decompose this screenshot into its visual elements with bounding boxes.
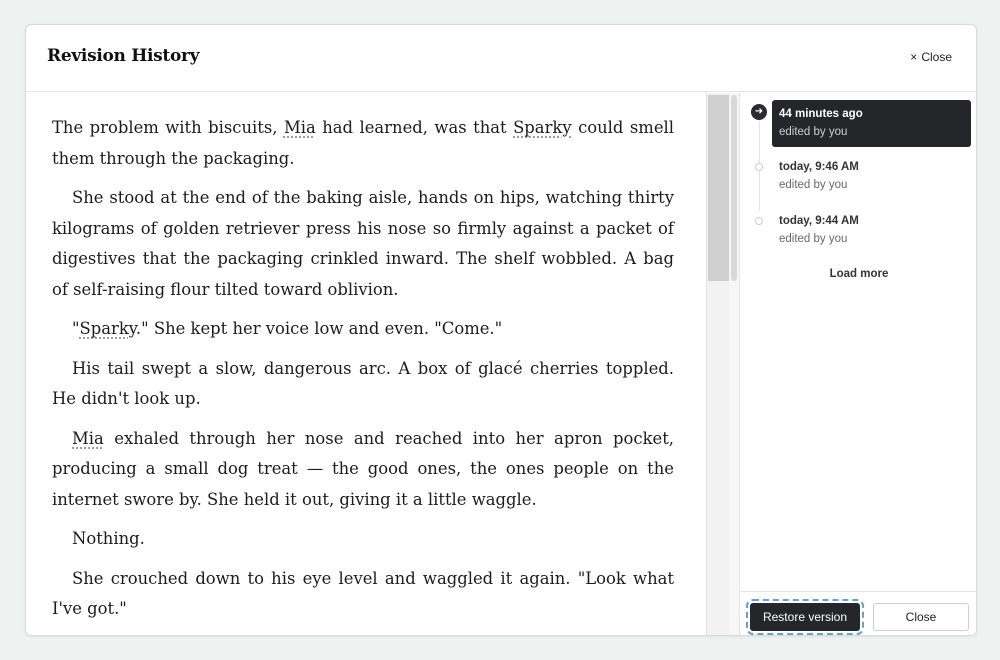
revision-item[interactable] bbox=[772, 100, 971, 147]
load-more-button[interactable]: Load more bbox=[829, 268, 889, 280]
pane-scrollbar[interactable] bbox=[729, 93, 740, 636]
document-paragraph: The problem with biscuits, Mia had learned, was that Sparky could smell them through the packaging. bbox=[52, 118, 675, 168]
document-paragraph: Nothing. bbox=[72, 529, 145, 548]
revision-item[interactable] bbox=[772, 153, 971, 200]
revision-item[interactable] bbox=[772, 207, 971, 254]
header-close-label: Close bbox=[921, 50, 952, 64]
revision-author: edited by you bbox=[779, 179, 848, 191]
document-paragraph: His tail swept a slow, dangerous arc. A box of glacé cherries toppled. He didn't look up. bbox=[52, 358, 674, 408]
revision-history-modal bbox=[25, 24, 977, 636]
restore-version-button[interactable]: Restore version bbox=[750, 603, 860, 631]
revision-time: today, 9:46 AM bbox=[779, 161, 859, 173]
close-icon: × bbox=[910, 50, 918, 64]
document-paragraph: "Sparky." She kept her voice low and even. "Come." bbox=[72, 319, 503, 338]
sidebar-footer bbox=[740, 591, 977, 636]
document-text bbox=[52, 113, 674, 634]
document-paragraph: Mia exhaled through her nose and reached into her apron pocket, producing a small dog treat — the good ones, the ones people on the internet swore by. She held it out, giving it a little waggle. bbox=[52, 428, 674, 509]
spellcheck-word[interactable]: Sparky bbox=[79, 319, 136, 338]
document-preview bbox=[26, 93, 706, 636]
spellcheck-word[interactable]: Mia bbox=[72, 428, 104, 448]
revision-sidebar bbox=[740, 93, 977, 636]
revision-dot-icon bbox=[755, 217, 763, 225]
modal-title: Revision History bbox=[47, 46, 200, 66]
revision-time: today, 9:44 AM bbox=[779, 215, 859, 227]
revision-dot-icon bbox=[755, 163, 763, 171]
header-close-button[interactable] bbox=[910, 50, 952, 64]
document-scrollbar[interactable] bbox=[706, 93, 729, 636]
current-revision-arrow-icon: ➜ bbox=[751, 104, 767, 120]
document-scrollbar-thumb[interactable] bbox=[708, 95, 729, 281]
modal-header bbox=[26, 25, 976, 92]
pane-scrollbar-thumb[interactable] bbox=[731, 95, 737, 281]
revision-author: edited by you bbox=[779, 233, 848, 245]
revision-time: 44 minutes ago bbox=[779, 108, 863, 120]
revision-author: edited by you bbox=[779, 126, 848, 138]
document-paragraph: She crouched down to his eye level and waggled it again. "Look what I've got." bbox=[52, 568, 674, 618]
close-button[interactable]: Close bbox=[873, 603, 969, 631]
document-paragraph: She stood at the end of the baking aisle, hands on hips, watching thirty kilograms of golden retriever press his nose so firmly against a packet of digestives that the packaging crinkled inward. The shelf wobbled. A bag of self-raising flour tilted toward oblivion. bbox=[52, 188, 674, 299]
spellcheck-word[interactable]: Sparky bbox=[513, 118, 572, 137]
spellcheck-word[interactable]: Mia bbox=[283, 118, 316, 137]
